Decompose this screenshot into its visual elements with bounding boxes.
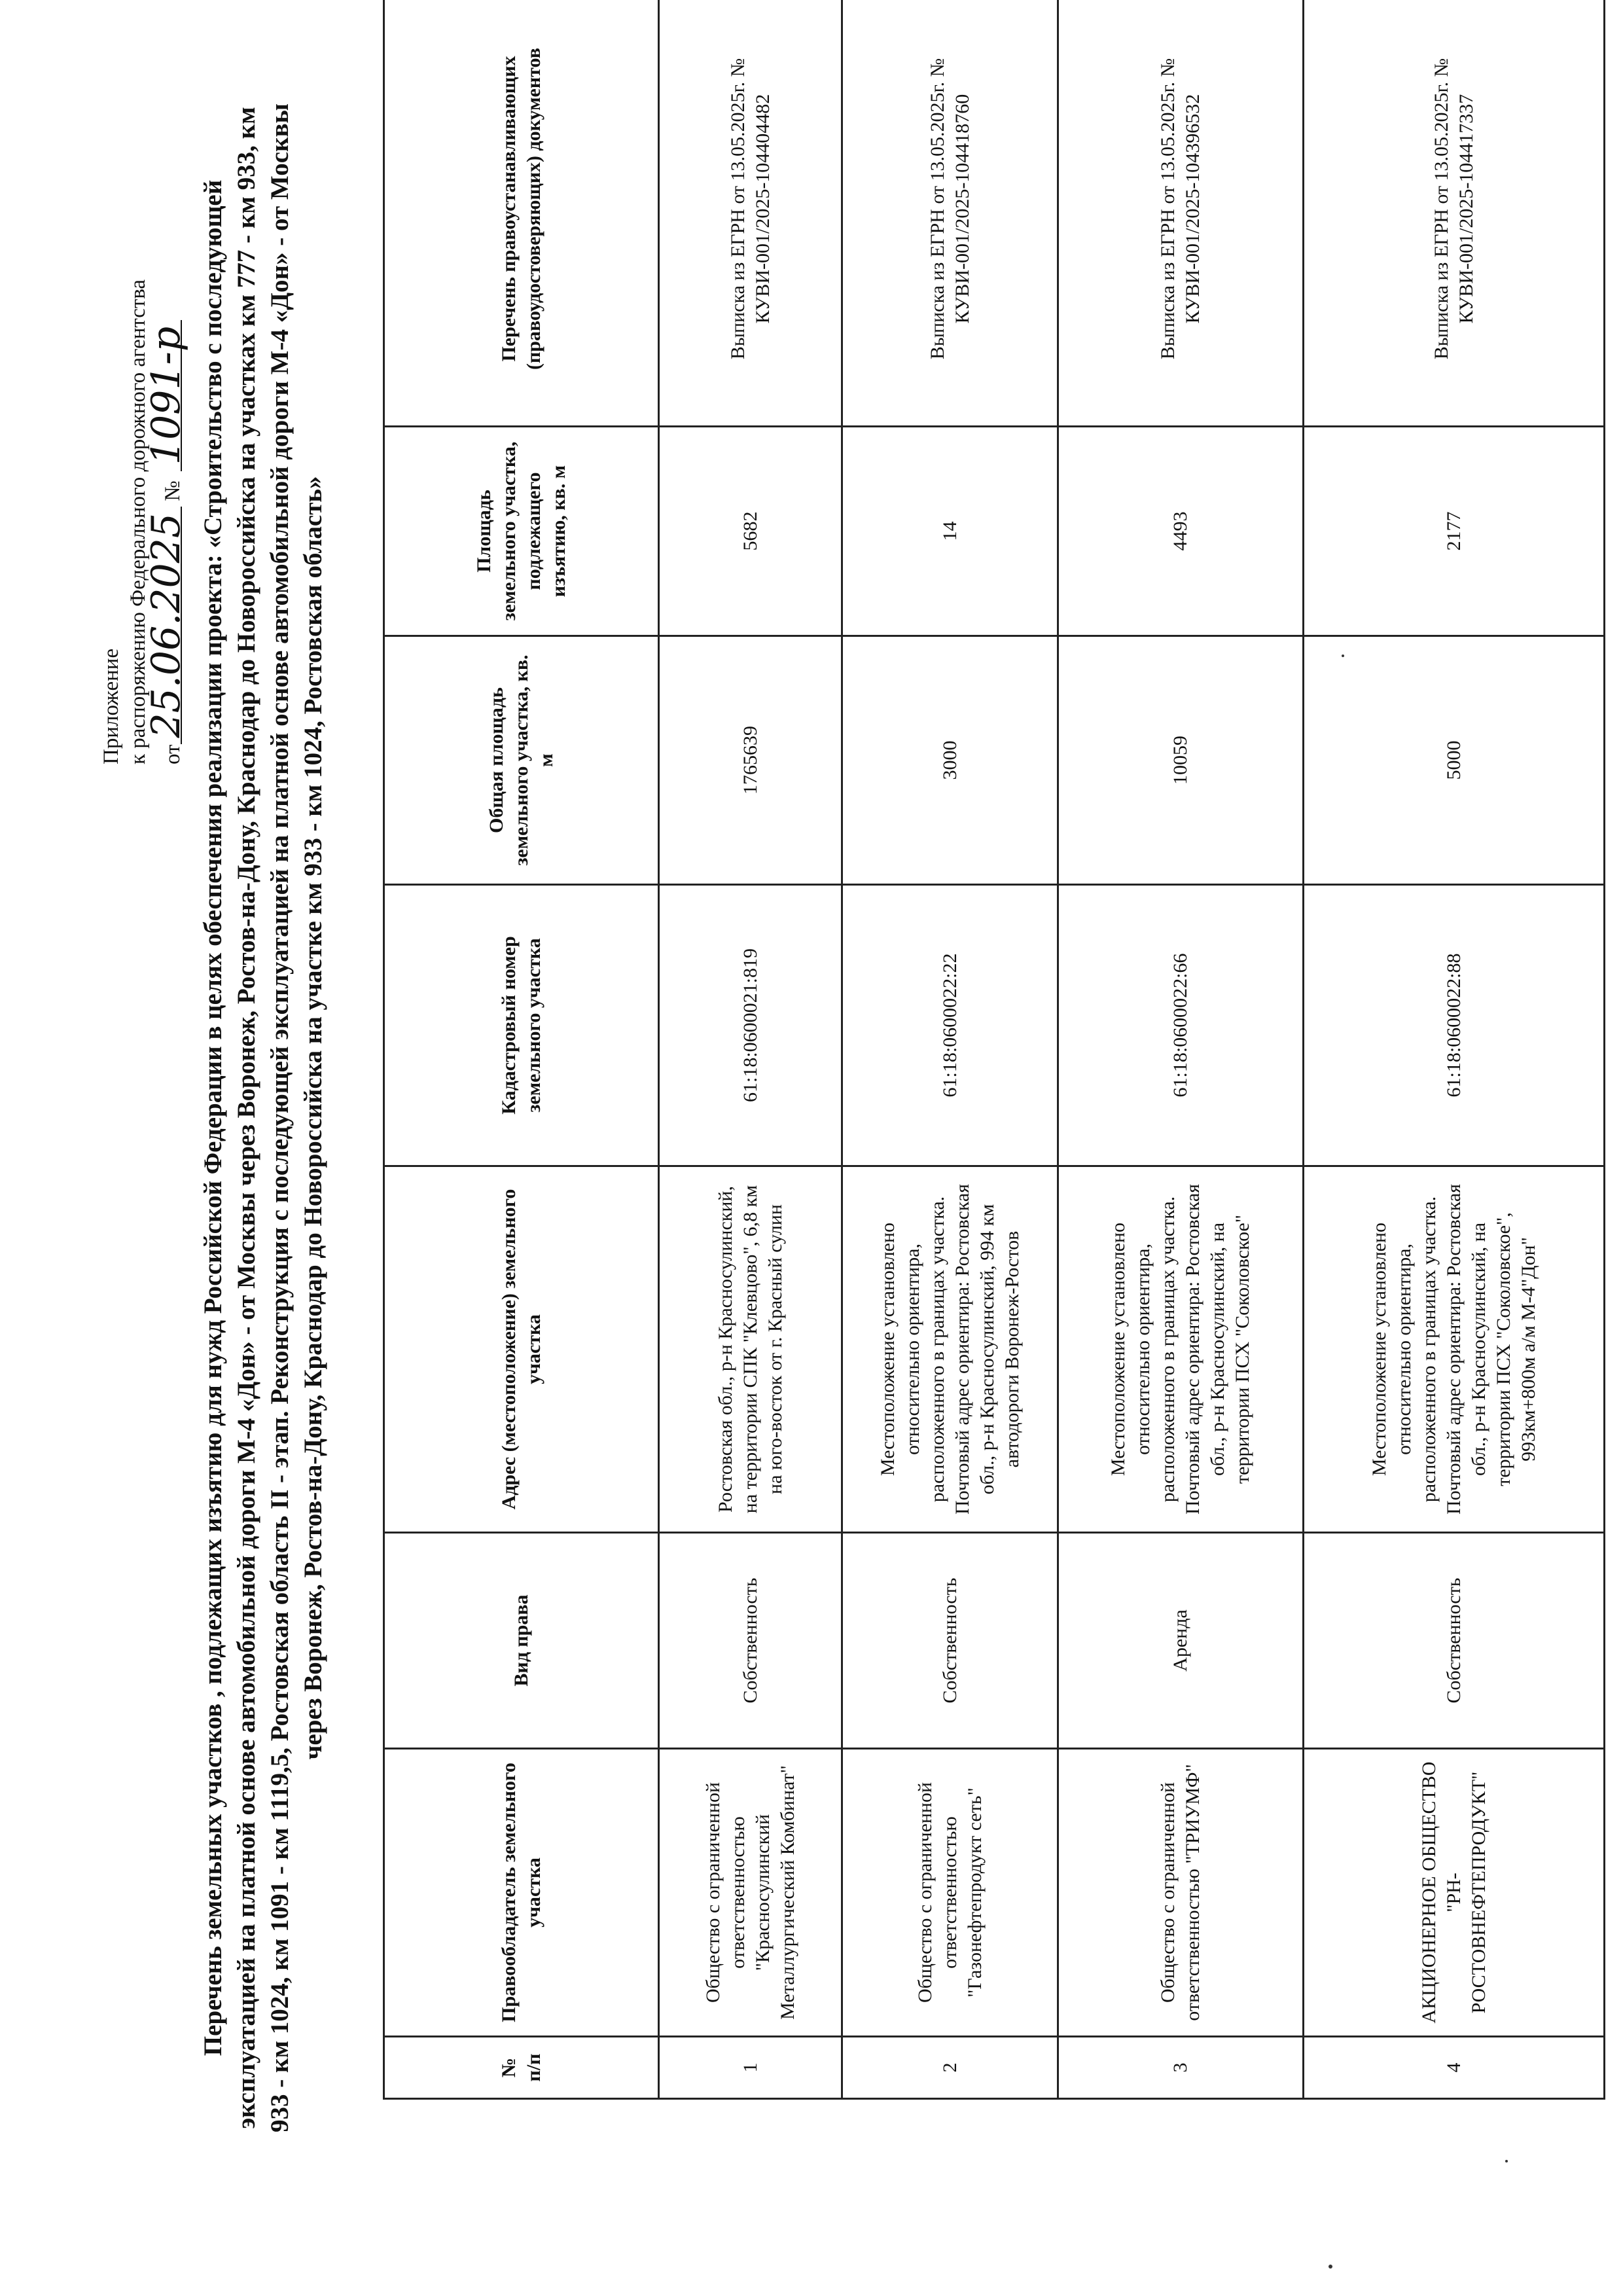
header-address: Адрес (местоположение) земельного участка <box>384 1166 659 1533</box>
scan-speck <box>1342 655 1344 657</box>
cell-right: Собственность <box>1304 1533 1605 1749</box>
appendix-label: Приложение <box>99 648 123 764</box>
cell-cadastral: 61:18:0600022:66 <box>1058 885 1304 1166</box>
header-documents: Перечень правоустанавливающих (правоудостоверяющих) документов <box>384 0 659 427</box>
cell-num: 2 <box>842 2037 1058 2099</box>
header-num: № п/п <box>384 2037 659 2099</box>
header-owner: Правообладатель земельного участка <box>384 1749 659 2037</box>
cell-owner: Общество с ограниченной ответственностью "Красносулинский Металлургический Комбинат" <box>659 1749 842 2037</box>
handwritten-date: 25.06.2025 <box>152 507 182 745</box>
cell-cadastral: 61:18:0600022:22 <box>842 885 1058 1166</box>
cell-right: Собственность <box>659 1533 842 1749</box>
cell-total-area: 3000 <box>842 636 1058 885</box>
cell-documents: Выписка из ЕГРН от 13.05.2025г. № КУВИ-001/2025-104404482 <box>659 0 842 427</box>
cell-total-area: 1765639 <box>659 636 842 885</box>
table-row <box>659 0 842 2099</box>
table-row <box>1304 0 1605 2099</box>
cell-right: Собственность <box>842 1533 1058 1749</box>
cell-seized-area: 4493 <box>1058 427 1304 636</box>
cell-seized-area: 5682 <box>659 427 842 636</box>
header-seized-area: Площадь земельного участка, подлежащего изъятию, кв. м <box>384 427 659 636</box>
cell-num: 4 <box>1304 2037 1605 2099</box>
header-right: Вид права <box>384 1533 659 1749</box>
table-header-row <box>384 0 659 2099</box>
cell-documents: Выписка из ЕГРН от 13.05.2025г. № КУВИ-001/2025-104417337 <box>1304 0 1605 427</box>
table-row <box>842 0 1058 2099</box>
cell-address: Ростовская обл., р-н Красносулинский, на территории СПК "Клевцово", 6,8 км на юго-восток от г. Красный сулин <box>659 1166 842 1533</box>
cell-documents: Выписка из ЕГРН от 13.05.2025г. № КУВИ-001/2025-104418760 <box>842 0 1058 427</box>
date-prefix: от <box>161 744 185 764</box>
cell-address: Местоположение установлено относительно ориентира, расположенного в границах участка. Почтовый адрес ориентира: Ростовская обл., р-н Красносулинский, на территории ПСХ "Соколовское", 993км+800м а/м М-4"Дон" <box>1304 1166 1605 1533</box>
cell-total-area: 5000 <box>1304 636 1605 885</box>
appendix-header <box>98 45 187 764</box>
cell-owner: Общество с ограниченной ответственностью "ТРИУМФ" <box>1058 1749 1304 2037</box>
document-title: Перечень земельных участков , подлежащих изъятию для нужд Российской Федерации в целях обеспечения реализации проекта: «Строительство с последующей эксплуатацией на платной основе автомобильной дороги М-4 «Дон» - от Москвы через Воронеж, Ростов-на-Дону, Краснодар до Новороссийска на участках км 777 - км 933, км 933 - км 1024, км 1091 - км 1119,5, Ростовская область II - этап. Реконструкция с последующей эксплуатацией на платной основе автомобильной дороги М-4 «Дон» - от Москвы через Воронеж, Ростов-на-Дону, Краснодар до Новороссийска на участке км 933 - км 1024, Ростовская область» <box>199 103 327 2132</box>
cell-address: Местоположение установлено относительно ориентира, расположенного в границах участка. Почтовый адрес ориентира: Ростовская обл., р-н Красносулинский, 994 км автодороги Воронеж-Ростов <box>842 1166 1058 1533</box>
appendix-order-reference: к распоряжению Федерального дорожного агентства <box>126 279 150 764</box>
cell-cadastral: 61:18:0600022:88 <box>1304 885 1605 1166</box>
cell-address: Местоположение установлено относительно ориентира, расположенного в границах участка. Почтовый адрес ориентира: Ростовская обл., р-н Красносулинский, на территории ПСХ "Соколовское" <box>1058 1166 1304 1533</box>
land-plots-table <box>383 0 1605 2100</box>
cell-seized-area: 2177 <box>1304 427 1605 636</box>
header-cadastral: Кадастровый номер земельного участка <box>384 885 659 1166</box>
cell-num: 1 <box>659 2037 842 2099</box>
cell-total-area: 10059 <box>1058 636 1304 885</box>
cell-owner: АКЦИОНЕРНОЕ ОБЩЕСТВО "РН-РОСТОВНЕФТЕПРОДУКТ" <box>1304 1749 1605 2037</box>
cell-right: Аренда <box>1058 1533 1304 1749</box>
cell-documents: Выписка из ЕГРН от 13.05.2025г. № КУВИ-001/2025-104396532 <box>1058 0 1304 427</box>
appendix-date-number-line <box>143 45 189 764</box>
cell-owner: Общество с ограниченной ответственностью "Газонефтепродукт сеть" <box>842 1749 1058 2037</box>
number-prefix: № <box>161 480 185 501</box>
cell-num: 3 <box>1058 2037 1304 2099</box>
scan-speck <box>1329 2265 1332 2269</box>
cell-cadastral: 61:18:0600021:819 <box>659 885 842 1166</box>
header-total-area: Общая площадь земельного участка, кв. м <box>384 636 659 885</box>
scan-speck <box>1505 2160 1508 2162</box>
table-row <box>1058 0 1304 2099</box>
cell-seized-area: 14 <box>842 427 1058 636</box>
handwritten-number: 1091-р <box>152 320 182 471</box>
